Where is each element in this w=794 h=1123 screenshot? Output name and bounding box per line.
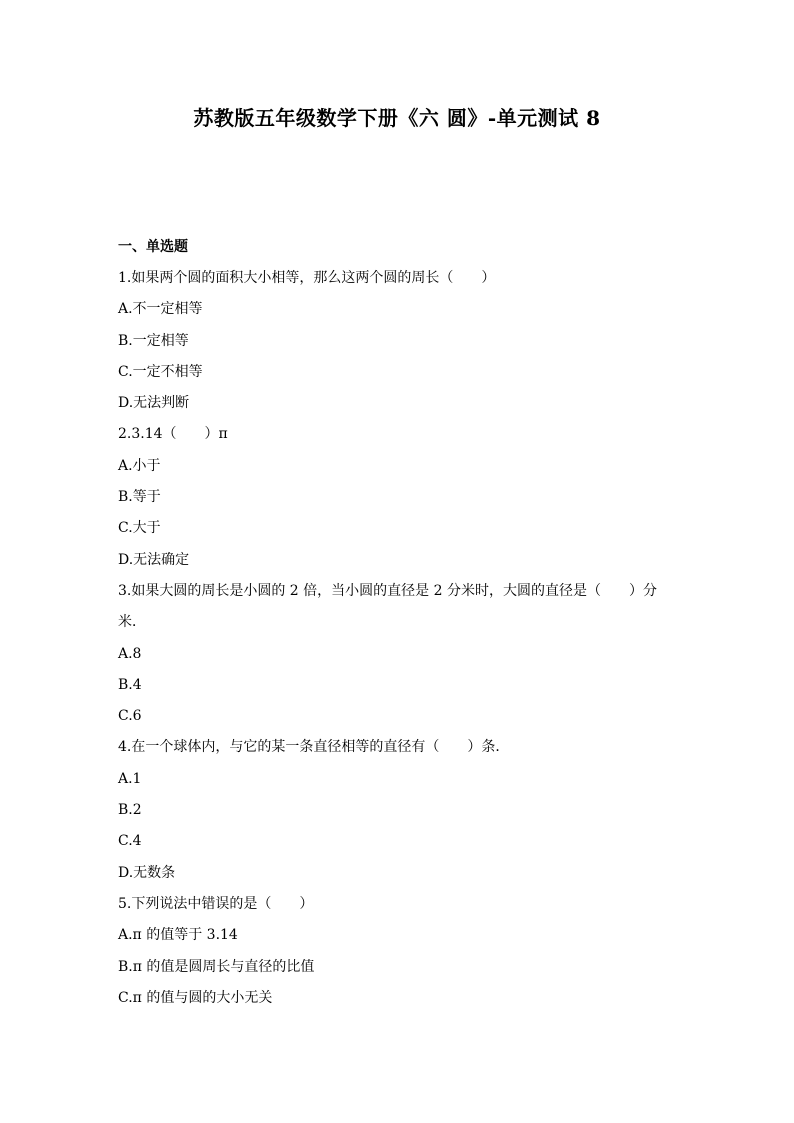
- page-title: 苏教版五年级数学下册《六 圆》-单元测试 8: [193, 106, 601, 130]
- question-2-text: 2.3.14（ ）π: [118, 426, 228, 443]
- question-4-text: 4.在一个球体内，与它的某一条直径相等的直径有（ ）条．: [118, 739, 510, 756]
- question-2-option-c[interactable]: C.大于: [118, 520, 161, 537]
- question-4-option-a[interactable]: A.1: [118, 770, 142, 787]
- question-3-option-c[interactable]: C.6: [118, 708, 142, 725]
- question-2-option-b[interactable]: B.等于: [118, 489, 161, 506]
- question-1-option-c[interactable]: C.一定不相等: [118, 363, 203, 380]
- question-3-text-line-1: 3.如果大圆的周长是小圆的 2 倍，当小圆的直径是 2 分米时，大圆的直径是（ ）分: [118, 582, 657, 599]
- question-5-text: 5.下列说法中错误的是（ ）: [118, 895, 314, 912]
- question-4-option-c[interactable]: C.4: [118, 833, 142, 850]
- question-3-option-a[interactable]: A.8: [118, 645, 142, 662]
- question-1-option-d[interactable]: D.无法判断: [118, 395, 190, 412]
- question-1-option-b[interactable]: B.一定相等: [118, 332, 189, 349]
- question-3-text-line-2: 米．: [118, 614, 146, 631]
- question-1-option-a[interactable]: A.不一定相等: [118, 301, 203, 318]
- question-2-option-d[interactable]: D.无法确定: [118, 551, 190, 568]
- document-body: [118, 237, 688, 1019]
- question-5-option-a[interactable]: A.π 的值等于 3.14: [118, 927, 238, 944]
- section-heading: 一、单选题: [118, 239, 188, 255]
- question-4-option-b[interactable]: B.2: [118, 802, 142, 819]
- question-4-option-d[interactable]: D.无数条: [118, 864, 176, 881]
- question-3-option-b[interactable]: B.4: [118, 676, 142, 693]
- question-5-option-c[interactable]: C.π 的值与圆的大小无关: [118, 989, 273, 1006]
- question-2-option-a[interactable]: A.小于: [118, 457, 161, 474]
- question-5-option-b[interactable]: B.π 的值是圆周长与直径的比值: [118, 958, 315, 975]
- question-1-text: 1.如果两个圆的面积大小相等，那么这两个圆的周长（ ）: [118, 270, 496, 286]
